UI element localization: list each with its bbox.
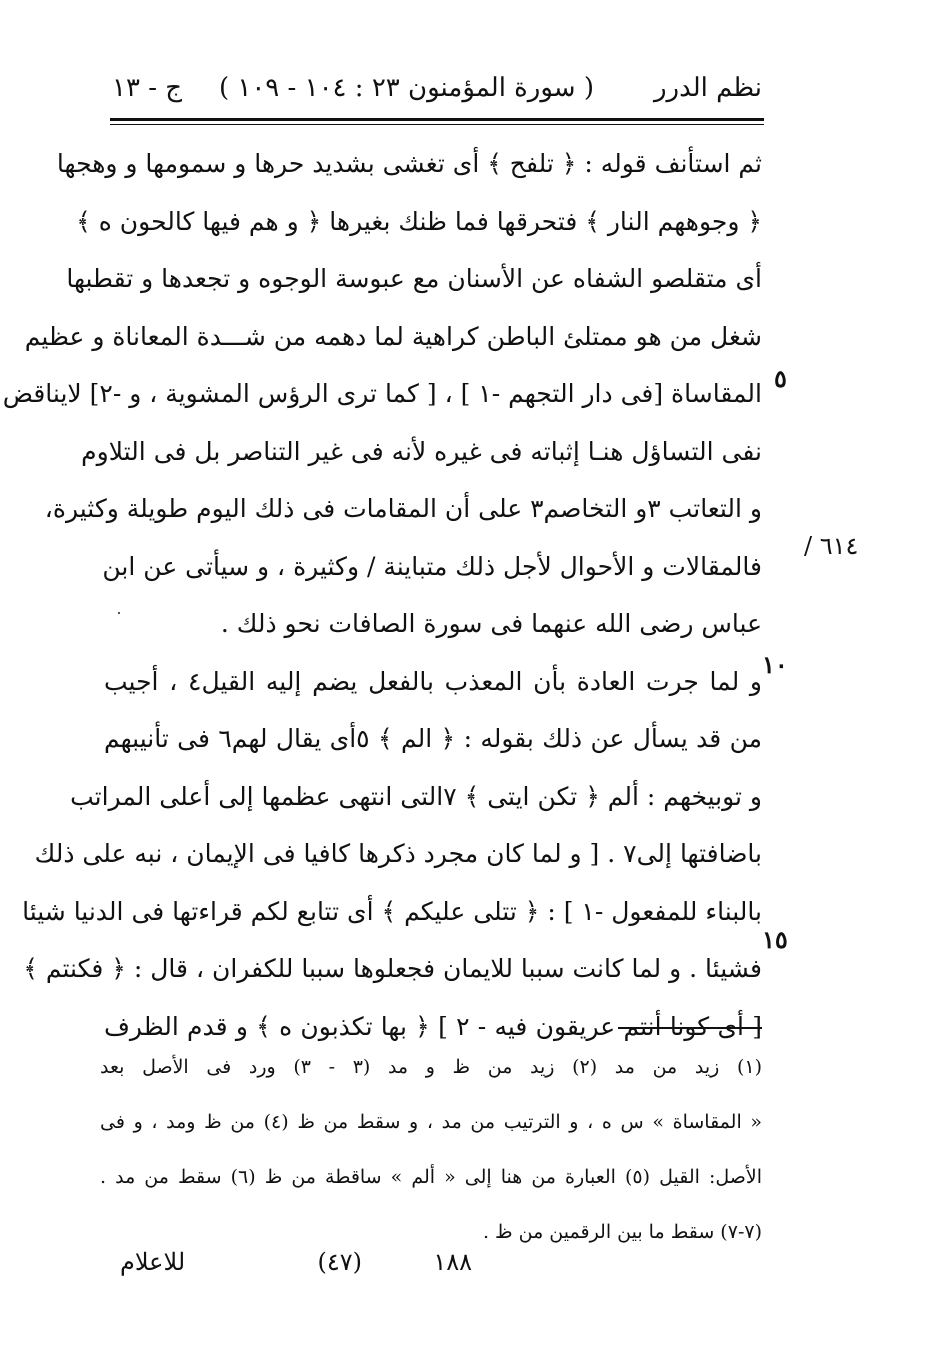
text-line: أى متقلصو الشفاه عن الأسنان مع عبوسة الوجوه و تجعدها و تقطبها bbox=[66, 264, 762, 293]
text-line: فشيئا . و لما كانت سببا للايمان فجعلوها سببا للكفران ، قال : ﴿ فكنتم ﴾ bbox=[23, 954, 762, 983]
text-line: باضافتها إلى٧ . [ و لما كان مجرد ذكرها كافيا فى الإيمان ، نبه على ذلك bbox=[34, 839, 762, 868]
volume-label: ج - ١٣ bbox=[112, 73, 183, 103]
main-text bbox=[2, 135, 763, 1055]
text-line: شغل من هو ممتلئ الباطن كراهية لما دهمه من شـــدة المعاناة و عظيم bbox=[24, 321, 762, 351]
text-line: و التعاتب ٣و التخاصم٣ على أن المقامات فى ذلك اليوم طويلة وكثيرة، bbox=[44, 494, 762, 523]
footnote-rule bbox=[618, 1027, 762, 1029]
header-rule-thick bbox=[110, 118, 764, 121]
footnote-line: « المقاساة » س ه ، و الترتيب من مد ، و سقط من ظ (٤) من ظ ومد ، و فى bbox=[100, 1111, 762, 1133]
sheet-number: (٤٧) bbox=[317, 1248, 362, 1276]
text-line: المقاساة [فى دار التجهم -١ ] ، [ كما ترى الرؤس المشوية ، و -٢] لايناقض bbox=[2, 379, 762, 408]
footnote-line: الأصل: القيل (٥) العبارة من هنا إلى « ألم » ساقطة من ظ (٦) سقط من مد . bbox=[100, 1166, 762, 1188]
footnote-line: (٧-٧) سقط ما بين الرقمين من ظ . bbox=[482, 1221, 762, 1243]
text-line: فالمقالات و الأحوال لأجل ذلك متباينة / وكثيرة ، و سيأتى عن ابن bbox=[102, 551, 762, 581]
running-header bbox=[112, 66, 762, 110]
surah-reference: ( سورة المؤمنون ٢٣ : ١٠٤ - ١٠٩ ) bbox=[218, 73, 594, 103]
text-line: ثم استأنف قوله : ﴿ تلفح ﴾ أى تغشى بشديد حرها و سمومها و وهجها bbox=[56, 149, 762, 178]
header-rule-thin bbox=[110, 124, 764, 125]
text-line: ﴿ وجوههم النار ﴾ فتحرقها فما ظنك بغيرها ﴿ و هم فيها كالحون ه ﴾ bbox=[76, 206, 762, 236]
page-footer bbox=[112, 1242, 762, 1282]
text-line: نفى التساؤل هنـا إثباته فى غيره لأنه فى غير التناصر بل فى التلاوم bbox=[81, 436, 762, 466]
text-line: عباس رضى الله عنهما فى سورة الصافات نحو ذلك . bbox=[220, 609, 762, 638]
folio-marker: ٦١٤ / bbox=[804, 532, 859, 560]
footnote-line: (١) زيد من مد (٢) زيد من ظ و مد (٣ - ٣) ورد فى الأصل بعد bbox=[100, 1056, 762, 1078]
page-number: ١٨٨ bbox=[433, 1248, 472, 1276]
book-title: نظم الدرر bbox=[653, 73, 762, 103]
line-number: ١٠ bbox=[762, 650, 788, 679]
text-line: [ أى كونا أنتم عريقون فيه - ٢ ] ﴿ بها تكذبون ه ﴾ و قدم الظرف bbox=[104, 1011, 762, 1041]
text-line: و لما جرت العادة بأن المعذب بالفعل يضم إليه القيل٤ ، أجيب bbox=[104, 666, 762, 696]
print-speck bbox=[118, 612, 120, 614]
text-line: و توبيخهم : ألم ﴿ تكن ايتى ﴾ ٧التى انتهى عظمها إلى أعلى المراتب bbox=[70, 781, 762, 811]
text-line: من قد يسأل عن ذلك بقوله : ﴿ الم ﴾ ٥أى يقال لهم٦ فى تأنيبهم bbox=[104, 724, 763, 753]
printer-mark: للاعلام bbox=[120, 1248, 186, 1276]
line-number: ٥ bbox=[774, 364, 787, 393]
line-number: ١٥ bbox=[762, 925, 788, 954]
text-line: بالبناء للمفعول -١ ] : ﴿ تتلى عليكم ﴾ أى تتابع لكم قراءتها فى الدنيا شيئا bbox=[22, 896, 762, 926]
footnotes bbox=[100, 1040, 762, 1260]
